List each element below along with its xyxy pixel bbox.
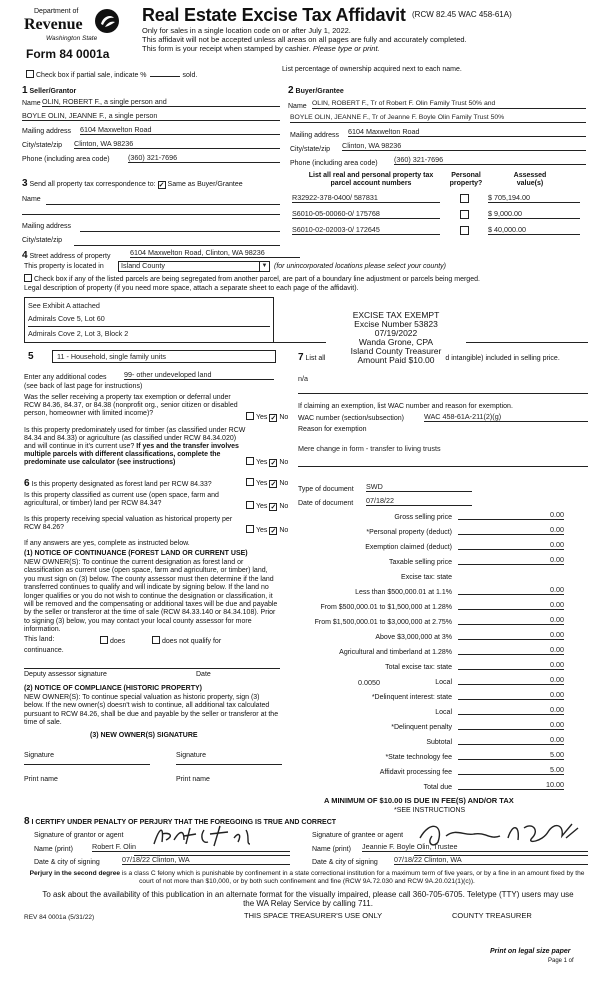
- assessed-value[interactable]: $ 705,194.00: [488, 194, 580, 203]
- tax-row: 0.0050 Local 0.00: [358, 675, 564, 687]
- tax-value[interactable]: 0.00: [458, 586, 564, 595]
- exemption-reason[interactable]: Mere change in form - transfer to living trusts: [298, 444, 441, 453]
- tax-row: Less than $500,000.01 at 1.1% 0.00: [355, 585, 564, 596]
- see-instructions: *SEE INSTRUCTIONS: [394, 807, 466, 814]
- tax-rows: [298, 511, 564, 796]
- doc-type[interactable]: SWD: [366, 483, 472, 492]
- buyer-mail[interactable]: 6104 Maxwelton Road: [348, 128, 586, 137]
- personal-property-checkbox[interactable]: [460, 194, 469, 203]
- local-rate: 0.0050: [358, 678, 380, 687]
- corr-name-line2[interactable]: [22, 214, 280, 215]
- grantee-date-label: Date & city of signing: [312, 859, 378, 866]
- this-land-row: This land: does does not qualify for: [24, 636, 222, 645]
- corr-name-field[interactable]: [46, 204, 280, 205]
- compliance-title: (2) NOTICE OF COMPLIANCE (HISTORIC PROPERTY): [24, 685, 202, 692]
- tax-value[interactable]: 0.00: [458, 706, 564, 715]
- seller-section-title: 1 Seller/Grantor: [22, 85, 77, 96]
- tax-value[interactable]: 0.00: [458, 601, 564, 610]
- tax-row: *Delinquent interest: state 0.00: [371, 690, 564, 701]
- wac-number[interactable]: WAC 458-61A-211(2)(g): [424, 413, 588, 422]
- chevron-down-icon: ▼: [259, 262, 269, 271]
- tax-row: *Personal property (deduct) 0.00: [366, 525, 564, 536]
- exemption-answer: Yes ✓ No: [246, 412, 288, 422]
- tax-value[interactable]: 5.00: [458, 766, 564, 775]
- seller-name-2[interactable]: BOYLE OLIN, JEANNE F., a single person: [22, 112, 280, 121]
- tax-value[interactable]: 10.00: [458, 781, 564, 790]
- segregation-row: Check box if any of the listed parcels are being segregated from another parcel, are part of a boundary line adjustment or parcels being merged.: [24, 274, 480, 284]
- tax-row: From $500,000.01 to $1,500,000 at 1.28% 0.00: [320, 600, 564, 611]
- yes-checkbox[interactable]: [246, 501, 254, 509]
- current-use-question: Is this property classified as current use (open space, farm and agricultural, or timber) land per RCW 84.34?: [24, 492, 219, 508]
- state-label: Washington State: [46, 35, 98, 42]
- page-number: Page 1 of: [548, 958, 574, 964]
- timber-question: Is this property predominately used for timber (as classified under RCW 84.34 and 84.33) or agriculture (as classified under RCW 84.34.020) and will continue in it's current use? If yes and the transfer involves multiple parcels with different classifications, complete the predominate use calculator (see instructions): [24, 427, 246, 467]
- tax-row: Subtotal 0.00: [426, 735, 564, 746]
- partial-sale-label-b: sold.: [182, 72, 198, 79]
- additional-codes-label: Enter any additional codes: [24, 374, 107, 381]
- form-rcw: (RCW 82.45 WAC 458-61A): [412, 10, 512, 19]
- exemption-label: If claiming an exemption, list WAC number and reason for exemption.: [298, 403, 513, 410]
- doc-date[interactable]: 07/18/22: [366, 497, 472, 506]
- legal-line-1: See Exhibit A attached: [28, 301, 100, 310]
- wa-logo-icon: [94, 8, 120, 34]
- tax-row: From $1,500,000.01 to $3,000,000 at 2.75% 0.00: [314, 615, 564, 626]
- same-as-buyer-checkbox[interactable]: ✓: [158, 182, 165, 189]
- tax-row: Excise tax: state: [401, 574, 452, 581]
- compliance-body: NEW OWNER(S): To continue special valuation as historic property, sign (3) below. If the new owner(s) doesn't wish to continue, all additional tax calculated pursuant to RCW 84.26, shall be due and payable by the seller or transferor at the time of sale.: [24, 694, 279, 727]
- continuance-label: continuance.: [24, 647, 64, 654]
- timber-answer: Yes ✓ No: [246, 457, 288, 467]
- buyer-phone-label: Phone (including area code): [290, 160, 378, 167]
- parcel-header: List all real and personal property tax parcel account numbers: [308, 172, 434, 188]
- seller-mail-label: Mailing address: [22, 128, 72, 135]
- no-checkbox[interactable]: ✓: [270, 504, 277, 511]
- tax-value[interactable]: 0.00: [458, 511, 564, 520]
- buyer-name-label: Name: [288, 103, 307, 110]
- buyer-name-1[interactable]: OLIN, ROBERT F., Tr of Robert F. Olin Family Trust 50% and: [312, 100, 586, 109]
- section-7: 7 List all d intangible) included in selling price.: [298, 352, 560, 363]
- tax-row: Affidavit processing fee 5.00: [379, 765, 564, 776]
- tax-value[interactable]: 0.00: [458, 541, 564, 550]
- tax-row: Exemption claimed (deduct) 0.00: [365, 540, 564, 551]
- tax-row: *State technology fee 5.00: [385, 750, 564, 761]
- corr-name-label: Name: [22, 196, 41, 203]
- seller-name-label: Name: [22, 100, 41, 107]
- perjury-notice: Perjury in the second degree is a class C felony which is punishable by confinement in a state correctional institution for a maximum term of five years, or by a fine in an amount fixed by the court of not more than $10,000, or by both such confinement and fine (RCW 9A.72.030 and RCW 9A.20.021(1)(c)).: [29, 870, 585, 885]
- buyer-phone[interactable]: (360) 321-7696: [394, 156, 586, 165]
- treasurer-use: THIS SPACE TREASURER'S USE ONLY: [244, 911, 383, 920]
- assessed-value[interactable]: $ 9,000.00: [488, 210, 580, 219]
- minimum-note: A MINIMUM OF $10.00 IS DUE IN FEE(S) AND/OR TAX: [324, 796, 514, 805]
- header-line3b: Please type or print.: [312, 44, 380, 53]
- instructions-note: If any answers are yes, complete as instructed below.: [24, 540, 190, 547]
- revenue-logo: [24, 8, 124, 50]
- legal-line-3: Admirals Cove 2, Lot 3, Block 2: [28, 329, 129, 338]
- yes-checkbox[interactable]: [246, 412, 254, 420]
- personal-property-checkbox[interactable]: [460, 226, 469, 235]
- tax-row: Agricultural and timberland at 1.28% 0.00: [339, 645, 564, 656]
- tax-row: Local 0.00: [435, 705, 564, 716]
- legal-line-2: Admirals Cove 5, Lot 60: [28, 315, 270, 327]
- assessed-value[interactable]: $ 40,000.00: [488, 226, 580, 235]
- legal-paper-note: Print on legal size paper: [490, 948, 571, 955]
- header-line3: [142, 45, 380, 54]
- tax-value[interactable]: 0.00: [458, 646, 564, 655]
- seller-city[interactable]: Clinton, WA 98236: [74, 140, 280, 149]
- continuance-body: NEW OWNER(S): To continue the current designation as forest land or classification as current use (open space, farm and agriculture, or timber) land, you must sign on (3) below. The county assessor must then determine if the land transferred continues to qualify and will indicate by signing below. If the land no longer qualifies or you do not wish to continue the designation or classification, it will be removed and the compensating or additional taxes will be due and payable by the seller or transferor at the time of sale (RCW 84.33.140 or 84.34.108). Prior to signing (3) below, you may contact your local county assessor for more information.: [24, 559, 278, 634]
- segregation-checkbox[interactable]: [24, 274, 32, 282]
- reason-line: [298, 466, 588, 467]
- county-select[interactable]: Island County ▼: [118, 261, 270, 272]
- parcel-row: [292, 226, 588, 240]
- tax-value[interactable]: 0.00: [458, 631, 564, 640]
- form-number: Form 84 0001a: [26, 47, 110, 61]
- tax-value[interactable]: 5.00: [458, 751, 564, 760]
- seller-phone[interactable]: (360) 321-7696: [128, 154, 280, 163]
- legal-description-label: Legal description of property (if you need more space, attach a separate sheet to each page of the affidavit).: [24, 285, 359, 292]
- located-label: This property is located in: [24, 263, 104, 270]
- accessibility-notice: To ask about the availability of this publication in an alternate format for the visually impaired, please call 360-705-6705. Teletype (TTY) users may use the WA Relay Service by calling 711.: [42, 890, 574, 909]
- tax-value[interactable]: 0.00: [458, 736, 564, 745]
- header-line1: Only for sales in a single location code on or after July 1, 2022.: [142, 26, 351, 35]
- owner-sig-label: Signature: [24, 752, 54, 759]
- yes-checkbox[interactable]: [246, 525, 254, 533]
- partial-sale-label: Check box if partial sale, indicate %: [36, 72, 147, 79]
- parcel-number[interactable]: S6010-02-02003-0/ 172645: [292, 226, 440, 235]
- does-checkbox[interactable]: [100, 636, 108, 644]
- grantee-sig-label: Signature of grantee or agent: [312, 832, 404, 839]
- county-treasurer: COUNTY TREASURER: [452, 911, 532, 920]
- use-section-num: 5: [28, 351, 34, 362]
- see-back: (see back of last page for instructions): [24, 383, 143, 390]
- buyer-name-2[interactable]: BOYLE OLIN, JEANNE F., Tr of Jeanne F. Boyle Olin Family Trust 50%: [290, 114, 586, 123]
- personal-property-checkbox[interactable]: [460, 210, 469, 219]
- no-checkbox[interactable]: ✓: [270, 528, 277, 535]
- continuance-title: (1) NOTICE OF CONTINUANCE (FOREST LAND OR CURRENT USE): [24, 550, 248, 557]
- corr-mail-field[interactable]: [80, 231, 280, 232]
- deputy-signature-label: Deputy assessor signature: [24, 671, 107, 678]
- buyer-city-label: City/state/zip: [290, 146, 331, 153]
- does-not-checkbox[interactable]: [152, 636, 160, 644]
- dept-label: Department of: [34, 8, 79, 15]
- additional-codes-field[interactable]: 99- other undeveloped land: [124, 371, 274, 380]
- grantor-name[interactable]: Robert F. Olin: [92, 843, 290, 852]
- personal-property-list[interactable]: n/a: [298, 374, 308, 383]
- tax-value[interactable]: 0.00: [458, 691, 564, 700]
- partial-sale: [26, 70, 197, 80]
- tax-value[interactable]: 0.00: [458, 676, 564, 685]
- tax-value[interactable]: 0.00: [458, 526, 564, 535]
- parcel-number[interactable]: R32922-378-0400/ 587831: [292, 194, 440, 203]
- buyer-section-title: 2 Buyer/Grantee: [288, 85, 344, 96]
- grantor-sig-label: Signature of grantor or agent: [34, 832, 124, 839]
- legal-description-box[interactable]: [24, 297, 274, 343]
- yes-checkbox[interactable]: [246, 457, 254, 465]
- grantor-date[interactable]: 07/18/22 Clinton, WA: [122, 856, 290, 865]
- section-7-line: [298, 393, 588, 394]
- doc-type-label: Type of document: [298, 486, 354, 493]
- no-checkbox[interactable]: ✓: [270, 415, 277, 422]
- tax-row: Taxable selling price 0.00: [388, 555, 564, 566]
- exempt-stamp: EXCISE TAX EXEMPT Excise Number 53823 07/19/2022 Wanda Grone, CPA Island County Treasurer Amount Paid $10.00: [326, 311, 466, 365]
- grantor-date-label: Date & city of signing: [34, 859, 100, 866]
- deputy-date-label: Date: [196, 671, 211, 678]
- yes-checkbox[interactable]: [246, 478, 254, 486]
- owner-print-label-2: Print name: [176, 776, 210, 783]
- tax-row: Total due 10.00: [423, 780, 564, 791]
- wac-label: WAC number (section/subsection): [298, 415, 404, 422]
- ownership-note: List percentage of ownership acquired next to each name.: [282, 66, 462, 73]
- grantee-name-label: Name (print): [312, 846, 351, 853]
- property-address[interactable]: 6104 Maxwelton Road, Clinton, WA 98236: [130, 249, 300, 258]
- new-owner-signature-title: (3) NEW OWNER(S) SIGNATURE: [90, 732, 198, 739]
- owner-signature-line-2[interactable]: [176, 764, 282, 765]
- tax-row: Above $3,000,000 at 3% 0.00: [375, 630, 564, 641]
- seller-mail[interactable]: 6104 Maxwelton Road: [80, 126, 280, 135]
- tax-row: *Delinquent penalty 0.00: [391, 720, 564, 731]
- grantor-name-label: Name (print): [34, 846, 73, 853]
- property-address-row: 4 Street address of property: [22, 250, 111, 261]
- county-note: (for unincorporated locations please select your county): [274, 263, 446, 270]
- corr-city-field[interactable]: [74, 245, 280, 246]
- tax-value[interactable]: 0.00: [458, 556, 564, 565]
- seller-city-label: City/state/zip: [22, 142, 63, 149]
- owner-print-label: Print name: [24, 776, 58, 783]
- correspondence-title: 3 Send all property tax correspondence to: ✓ Same as Buyer/Grantee: [22, 178, 243, 189]
- tax-value[interactable]: 0.00: [458, 721, 564, 730]
- corr-mail-label: Mailing address: [22, 223, 72, 230]
- assessed-header: Assessed value(s): [513, 172, 547, 188]
- agency-name: Revenue: [24, 16, 83, 33]
- reason-label: Reason for exemption: [298, 426, 367, 433]
- land-use-select[interactable]: 11 - Household, single family units: [52, 350, 276, 363]
- grantee-date[interactable]: 07/18/22 Clinton, WA: [394, 856, 588, 865]
- buyer-mail-label: Mailing address: [290, 132, 340, 139]
- deputy-signature-line[interactable]: [24, 668, 280, 669]
- corr-city-label: City/state/zip: [22, 237, 63, 244]
- grantee-name[interactable]: Jeannie F. Boyle Olin, Trustee: [362, 843, 588, 852]
- form-revision: REV 84 0001a (5/31/22): [24, 914, 95, 921]
- form-title: Real Estate Excise Tax Affidavit: [142, 5, 406, 25]
- tax-row: Total excise tax: state 0.00: [385, 660, 564, 671]
- seller-name-1[interactable]: OLIN, ROBERT F., a single person and: [42, 98, 280, 107]
- doc-date-label: Date of document: [298, 500, 354, 507]
- historic-answer: Yes ✓ No: [246, 525, 288, 535]
- tax-value[interactable]: 0.00: [458, 616, 564, 625]
- header-line2: This affidavit will not be accepted unless all areas on all pages are fully and accurately completed.: [142, 35, 467, 44]
- tax-value[interactable]: 0.00: [458, 661, 564, 670]
- historic-question: Is this property receiving special valuation as historical property per RCW 84.26?: [24, 516, 233, 532]
- parcel-row: [292, 210, 588, 224]
- owner-sig-label-2: Signature: [176, 752, 206, 759]
- seller-phone-label: Phone (including area code): [22, 156, 110, 163]
- buyer-city[interactable]: Clinton, WA 98236: [342, 142, 586, 151]
- owner-signature-line[interactable]: [24, 764, 150, 765]
- current-use-answer: Yes ✓ No: [246, 501, 288, 511]
- parcel-row: [292, 194, 588, 208]
- certify-row: 8 I CERTIFY UNDER PENALTY OF PERJURY THAT THE FOREGOING IS TRUE AND CORRECT: [24, 816, 337, 827]
- forest-question: 6 Is this property designated as forest land per RCW 84.33?: [24, 478, 212, 489]
- no-checkbox[interactable]: ✓: [270, 481, 277, 488]
- partial-sale-checkbox[interactable]: [26, 70, 34, 78]
- forest-answer: Yes ✓ No: [246, 478, 288, 488]
- header-line3a: This form is your receipt when stamped by cashier.: [142, 44, 311, 53]
- no-checkbox[interactable]: ✓: [270, 460, 277, 467]
- personal-header: Personal property?: [449, 172, 483, 188]
- parcel-number[interactable]: S6010-05-00060-0/ 175768: [292, 210, 440, 219]
- exemption-question: Was the seller receiving a property tax exemption or deferral under RCW 84.36, 84.37, or 84.38 (nonprofit org., senior citizen or disabled person, homeowner with limited income)?: [24, 394, 238, 418]
- tax-row: Gross selling price 0.00: [394, 510, 564, 521]
